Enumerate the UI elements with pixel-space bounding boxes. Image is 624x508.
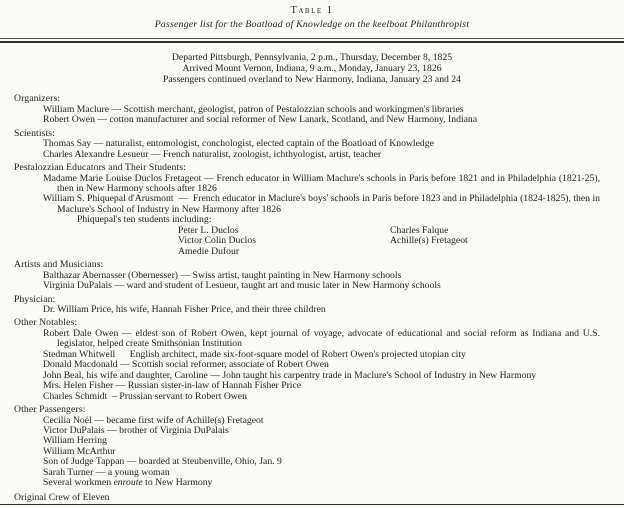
passenger-entry: Balthazar Abernasser (Obernesser) — Swiss artist, taught painting in New Harmony schools (43, 269, 402, 281)
section (14, 295, 600, 316)
students-columns (178, 226, 600, 257)
sections-container (14, 94, 600, 488)
section-heading: Pestalozzian Educators and Their Students: (14, 162, 186, 174)
section-heading: Artists and Musicians: (14, 259, 104, 271)
itinerary-block (0, 53, 624, 85)
student-name: Charles Falque (390, 224, 449, 236)
passenger-entry: William Maclure — Scottish merchant, geologist, patron of Pestalozzian schools and workingmen's libraries (43, 103, 464, 115)
section (14, 163, 600, 257)
section-heading: Other Notables: (14, 317, 78, 329)
itinerary-line: Departed Pittsburgh, Pennsylvania, 2 p.m., Thursday, December 8, 1825 (171, 52, 453, 63)
passenger-entry: Thomas Say — naturalist, entomologist, conchologist, elected captain of the Boatload of Knowledge (43, 138, 434, 150)
passenger-entry: Charles Schmidt – Prussian servant to Robert Owen (43, 390, 247, 402)
passenger-entry: John Beal, his wife and daughter, Caroline — John taught his carpentry trade in Maclure's School of Industry in New Harmony (43, 369, 537, 381)
passenger-entry: Dr. William Price, his wife, Hannah Fisher Price, and their three children (43, 304, 326, 315)
section-heading: Organizers: (14, 93, 61, 105)
section-heading: Physician: (14, 293, 56, 305)
passenger-entry: Mrs. Helen Fisher — Russian sister-in-law of Hannah Fisher Price (43, 380, 302, 392)
passenger-entry: William McArthur (43, 445, 116, 457)
students-intro: Phiquepal's ten students including: (77, 214, 212, 226)
itinerary-line: Arrived Mount Vernon, Indiana, 9 a.m., Monday, January 23, 1826 (182, 62, 442, 74)
section-heading: Other Passengers: (14, 404, 86, 416)
student-name: Achille(s) Fretageot (390, 235, 468, 247)
passenger-entry: Robert Dale Owen — eldest son of Robert Owen, kept journal of voyage, advocate of educational and social reform as Indiana and U.S. legislator, helped create Smithsonian Institution (43, 327, 600, 350)
crew-note: Original Crew of Eleven (14, 491, 110, 503)
section (14, 94, 600, 125)
passenger-entry: Stedman Whitwell English architect, made six-foot-square model of Robert Owen's projected utopian city (43, 348, 466, 360)
section (14, 318, 600, 402)
bottom-rule (0, 504, 624, 505)
students-column-left (178, 226, 390, 257)
passenger-entry: Victor DuPalais — brother of Virginia DuPalais (43, 424, 229, 436)
passenger-entry: Madame Marie Louise Duclos Fretageot — French educator in William Maclure's schools in Paris before 1821 and in Philadelphia (1821-25), then in New Harmony schools after 1826 (43, 172, 600, 195)
itinerary-line: Passengers continued overland to New Harmony, Indiana, January 23 and 24 (163, 73, 461, 85)
passenger-entry: William S. Phiquepal d'Arusmont — French educator in Maclure's boys' schools in Paris before 1823 and in Philadelphia (1824-1825), then in Maclure's School of Industry in New Harmony after 1826 (43, 193, 600, 215)
table-label: Table 1 (290, 5, 334, 16)
section (14, 260, 600, 291)
passenger-entry: Donald Macdonald — Scottish social reformer, associate of Robert Owen (43, 359, 329, 371)
student-name: Victor Colin Duclos (178, 235, 256, 247)
passenger-entry: Sarah Turner — a young woman (43, 466, 170, 478)
section (14, 405, 600, 489)
table-caption: Passenger list for the Boatload of Knowledge on the keelboat Philanthropist (154, 19, 470, 30)
student-name: Peter L. Duclos (178, 224, 239, 236)
passenger-entry: Son of Judge Tappan — boarded at Steubenville, Ohio, Jan. 9 (43, 456, 282, 468)
passenger-entry: William Herring (43, 435, 107, 447)
passenger-entry: Several workmen enroute to New Harmony (43, 477, 213, 489)
passenger-entry: Cecilia Noël — became first wife of Achille(s) Fretageot (43, 414, 264, 426)
section-heading: Scientists: (14, 127, 55, 139)
passenger-list-body (0, 94, 624, 503)
section (14, 129, 600, 160)
passenger-entry: Charles Alexandre Lesueur — French naturalist, zoologist, ichthyologist, artist, teacher (43, 148, 382, 160)
top-double-rule (0, 38, 624, 43)
student-name: Amedie Dufour (178, 245, 240, 257)
table-title-block (0, 0, 624, 30)
students-column-right (390, 226, 600, 257)
passenger-entry: Robert Owen — cotton manufacturer and social reformer of New Lanark, Scotland, and New Harmony, Indiana (43, 114, 478, 126)
passenger-entry: Virginia DuPalais — ward and student of Lesueur, taught art and music later in New Harmony schools (43, 280, 441, 292)
